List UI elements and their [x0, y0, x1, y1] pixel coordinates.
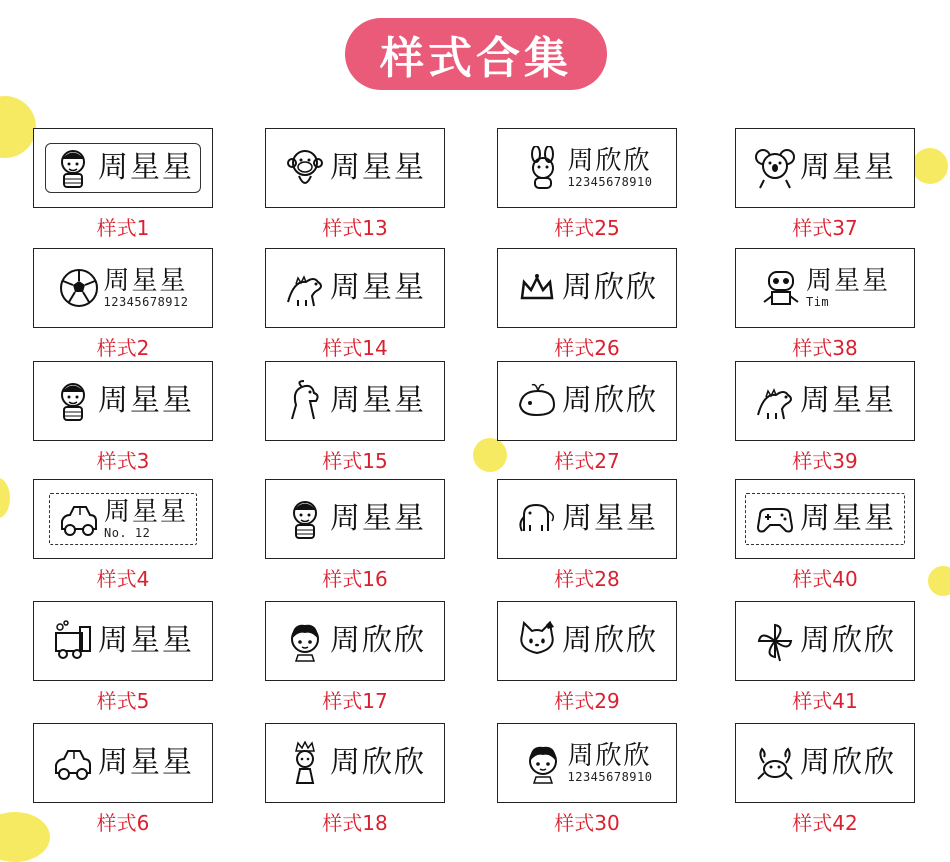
stamp-preview [284, 266, 426, 310]
style-card[interactable] [735, 601, 915, 681]
stamp-preview [52, 741, 194, 785]
monkey-icon [284, 146, 326, 190]
stamp-preview [516, 497, 658, 541]
stamp-preview [284, 741, 426, 785]
stamp-preview [49, 493, 197, 545]
soccer-ball-icon [58, 266, 100, 310]
stamp-text [800, 150, 896, 185]
stamp-preview [754, 619, 896, 663]
stamp-text [562, 501, 658, 536]
stamp-preview [760, 266, 890, 310]
stamp-text [330, 745, 426, 780]
stamp-text [104, 268, 189, 308]
stamp-number: 12345678912 [103, 295, 189, 309]
stamp-name: 周星星 [330, 501, 426, 536]
style-caption: 样式38 [792, 336, 858, 360]
stamp-name: 周欣欣 [800, 623, 896, 658]
style-caption: 样式27 [554, 449, 620, 473]
style-caption: 样式3 [96, 449, 150, 473]
style-card[interactable] [735, 723, 915, 803]
style-card[interactable] [497, 248, 677, 328]
stamp-number: No. 12 [103, 526, 151, 540]
stamp-preview [754, 379, 896, 423]
style-card[interactable] [33, 128, 213, 208]
stamp-name: 周星星 [330, 150, 426, 185]
stamp-preview [516, 266, 658, 310]
stamp-text [562, 270, 658, 305]
stamp-text [806, 268, 890, 308]
stamp-preview [516, 619, 658, 663]
stamp-text [98, 150, 194, 185]
pony-icon [284, 379, 326, 423]
stamp-text [98, 383, 194, 418]
style-card[interactable] [497, 601, 677, 681]
stamp-text [562, 383, 658, 418]
pinwheel-icon [754, 619, 796, 663]
stamp-text [568, 743, 653, 783]
style-card[interactable] [265, 248, 445, 328]
whale-icon [516, 379, 558, 423]
style-caption: 样式28 [554, 567, 620, 591]
style-card[interactable] [497, 723, 677, 803]
stamp-name: 周星星 [800, 501, 896, 536]
stamp-name: 周星星 [98, 150, 194, 185]
girl-icon [284, 619, 326, 663]
stamp-text [800, 745, 896, 780]
gamepad-icon [754, 497, 796, 541]
stamp-name: 周星星 [103, 497, 188, 527]
car-icon [52, 741, 94, 785]
stamp-preview [754, 741, 896, 785]
style-caption: 样式4 [96, 567, 150, 591]
stamp-name: 周欣欣 [562, 383, 658, 418]
boy-icon [52, 379, 94, 423]
stamp-text [330, 501, 426, 536]
stamp-name: 周欣欣 [562, 623, 658, 658]
stamp-number: 12345678910 [567, 175, 653, 189]
style-card[interactable] [33, 361, 213, 441]
stamp-text [568, 148, 653, 188]
cat-icon [516, 619, 558, 663]
stamp-text [800, 623, 896, 658]
style-caption: 样式6 [96, 811, 150, 835]
page-title-text: 样式合集 [380, 33, 572, 84]
boy-icon [284, 497, 326, 541]
elephant-icon [516, 497, 558, 541]
style-card[interactable] [735, 248, 915, 328]
car-icon [58, 497, 100, 541]
stamp-text [98, 623, 194, 658]
style-caption: 样式13 [322, 216, 388, 240]
stamp-preview [516, 379, 658, 423]
stamp-preview [522, 741, 653, 785]
dinosaur-icon [754, 379, 796, 423]
stamp-name: 周星星 [805, 266, 890, 296]
style-card[interactable] [497, 479, 677, 559]
stamp-name: 周星星 [800, 383, 896, 418]
style-caption: 样式2 [96, 336, 150, 360]
stamp-name: 周欣欣 [330, 745, 426, 780]
stamp-text [330, 270, 426, 305]
stamp-name: 周星星 [98, 623, 194, 658]
boy-icon [52, 146, 94, 190]
crown-icon [516, 266, 558, 310]
stamp-name: 周欣欣 [330, 623, 426, 658]
train-icon [52, 619, 94, 663]
style-caption: 样式39 [792, 449, 858, 473]
stamp-name: 周星星 [800, 150, 896, 185]
stamp-number: 12345678910 [567, 770, 653, 784]
stamp-name: 周欣欣 [567, 146, 652, 176]
stamp-number: Tim [805, 295, 830, 309]
stamp-name: 周星星 [103, 266, 188, 296]
stamp-preview [52, 619, 194, 663]
style-caption: 样式37 [792, 216, 858, 240]
style-card[interactable] [33, 248, 213, 328]
style-caption: 样式40 [792, 567, 858, 591]
stamp-preview [284, 379, 426, 423]
robot-icon [760, 266, 802, 310]
style-card[interactable] [735, 361, 915, 441]
stamp-preview [284, 146, 426, 190]
style-caption: 样式1 [96, 216, 150, 240]
style-caption: 样式26 [554, 336, 620, 360]
stamp-text [330, 623, 426, 658]
style-caption: 样式5 [96, 689, 150, 713]
stamp-preview [284, 497, 426, 541]
style-card[interactable] [33, 723, 213, 803]
style-caption: 样式41 [792, 689, 858, 713]
stamp-name: 周星星 [562, 501, 658, 536]
stamp-preview [58, 266, 189, 310]
style-card[interactable] [33, 601, 213, 681]
stamp-name: 周欣欣 [567, 741, 652, 771]
girl-icon [522, 741, 564, 785]
style-caption: 样式14 [322, 336, 388, 360]
stamp-preview [522, 146, 653, 190]
style-card[interactable] [33, 479, 213, 559]
style-card[interactable] [265, 723, 445, 803]
stamp-name: 周星星 [330, 383, 426, 418]
crab-icon [754, 741, 796, 785]
stamp-name: 周星星 [330, 270, 426, 305]
stamp-text [562, 623, 658, 658]
stamp-name: 周欣欣 [800, 745, 896, 780]
style-card[interactable] [265, 479, 445, 559]
stamp-name: 周星星 [98, 383, 194, 418]
style-card[interactable] [735, 479, 915, 559]
style-caption: 样式29 [554, 689, 620, 713]
stamp-text [330, 383, 426, 418]
rabbit-icon [522, 146, 564, 190]
stamp-preview [754, 146, 896, 190]
style-card[interactable] [265, 361, 445, 441]
style-caption: 样式16 [322, 567, 388, 591]
princess-icon [284, 741, 326, 785]
stamp-text [104, 499, 188, 539]
style-caption: 样式30 [554, 811, 620, 835]
stamp-text [800, 383, 896, 418]
stamp-text [98, 745, 194, 780]
style-caption: 样式17 [322, 689, 388, 713]
stamp-name: 周欣欣 [562, 270, 658, 305]
style-caption: 样式18 [322, 811, 388, 835]
style-card[interactable] [497, 361, 677, 441]
stamp-preview [52, 379, 194, 423]
stamp-preview [745, 493, 905, 545]
style-card[interactable] [735, 128, 915, 208]
style-card[interactable] [265, 601, 445, 681]
stamp-preview [45, 143, 201, 193]
stamp-text [800, 501, 896, 536]
stamp-name: 周星星 [98, 745, 194, 780]
style-caption: 样式42 [792, 811, 858, 835]
style-card[interactable] [497, 128, 677, 208]
stamp-text [330, 150, 426, 185]
dinosaur-icon [284, 266, 326, 310]
style-caption: 样式25 [554, 216, 620, 240]
stamp-preview [284, 619, 426, 663]
style-caption: 样式15 [322, 449, 388, 473]
koala-icon [754, 146, 796, 190]
style-card[interactable] [265, 128, 445, 208]
